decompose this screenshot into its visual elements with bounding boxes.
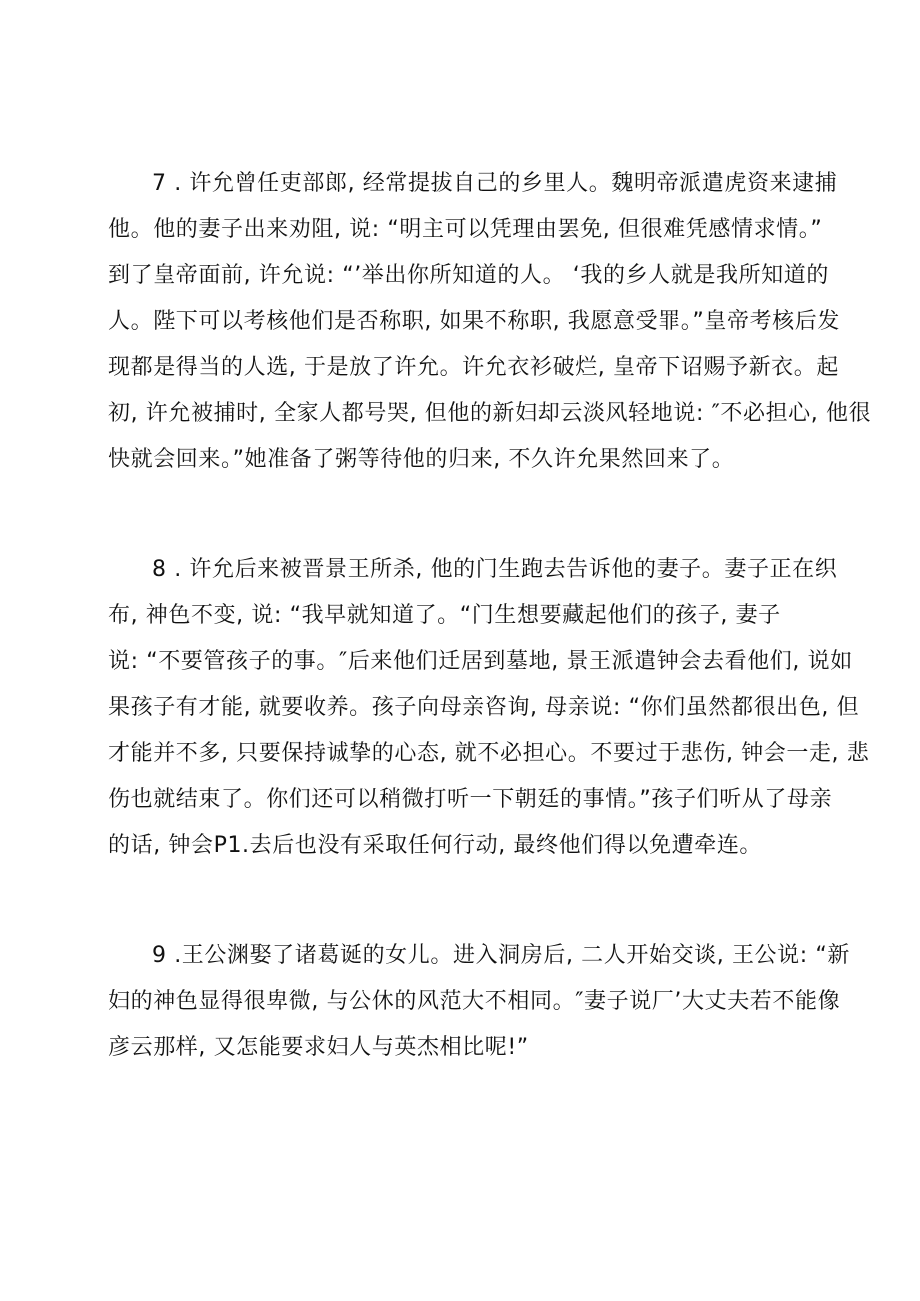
- paragraph-line: 说: “不要管孩子的事。″后来他们迁居到墓地, 景王派遣钟会去看他们, 说如: [108, 649, 853, 674]
- paragraph-line: 彦云那样, 又怎能要求妇人与英杰相比呢!”: [108, 1035, 529, 1060]
- paragraph-line: 人。陛下可以考核他们是否称职, 如果不称职, 我愿意受罪。”皇帝考核后发: [108, 309, 840, 334]
- paragraph-line: 果孩子有才能, 就要收养。孩子向母亲咨询, 母亲说: “你们虽然都很出色, 但: [108, 695, 860, 720]
- paragraph-line: 到了皇帝面前, 许允说: “’举出你所知道的人。 ‘我的乡人就是我所知道的: [108, 263, 829, 288]
- paragraph-line: 伤也就结束了。你们还可以稍微打听一下朝廷的事情。”孩子们听从了母亲: [108, 787, 833, 812]
- paragraph-line: 妇的神色显得很卑微, 与公休的风范大不相同。″妻子说厂’大丈夫若不能像: [108, 989, 841, 1014]
- paragraph-line: 才能并不多, 只要保持诚挚的心态, 就不必担心。不要过于悲伤, 钟会一走, 悲: [108, 741, 870, 766]
- paragraph-line: 快就会回来。”她准备了粥等待他的归来, 不久许允果然回来了。: [108, 447, 735, 472]
- paragraph-line: 布, 神色不变, 说: “我早就知道了。“门生想要藏起他们的孩子, 妻子: [108, 603, 781, 628]
- paragraph-line: 7 . 许允曾任吏部郎, 经常提拔自己的乡里人。魏明帝派遣虎资来逮捕: [152, 171, 838, 196]
- paragraph-line: 初, 许允被捕时, 全家人都号哭, 但他的新妇却云淡风轻地说: ″不必担心, 他很: [108, 401, 872, 426]
- paragraph-line: 9 .王公渊娶了诸葛诞的女儿。进入洞房后, 二人开始交谈, 王公说: “新: [152, 943, 850, 968]
- paragraph-line: 现都是得当的人选, 于是放了许允。许允衣衫破烂, 皇帝下诏赐予新衣。起: [108, 355, 839, 380]
- paragraph-line: 他。他的妻子出来劝阻, 说: “明主可以凭理由罢免, 但很难凭感情求情。”: [108, 217, 823, 242]
- paragraph-line: 8 . 许允后来被晋景王所杀, 他的门生跑去告诉他的妻子。妻子正在织: [152, 557, 838, 582]
- paragraph-line: 的话, 钟会P1.去后也没有采取任何行动, 最终他们得以免遭牵连。: [108, 833, 763, 858]
